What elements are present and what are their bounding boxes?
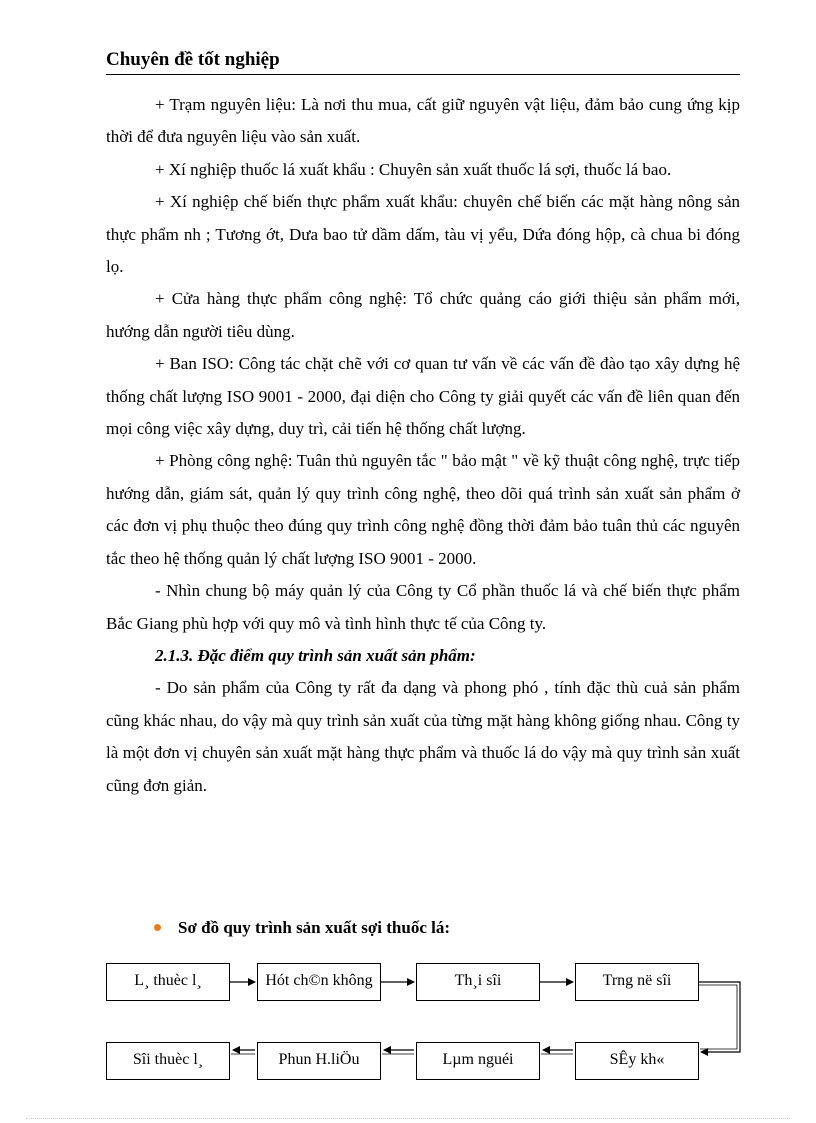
diagram-caption: Sơ đồ quy trình sản xuất sợi thuốc lá: <box>178 918 451 937</box>
section-heading: 2.1.3. Đặc điểm quy trình sản xuất sản phẩm: <box>155 645 476 665</box>
paragraph-iso-board: + Ban ISO: Công tác chặt chẽ với cơ quan tư vấn về các vấn đề đào tạo xây dựng hệ thống chất lượng ISO 9001 - 2000, đại diện cho Công ty giải quyết các vấn đề liên quan đến mọi công việc xây dựng, duy trì, cải tiến hệ thống chất lượng. <box>106 354 740 439</box>
flow-box-6: Lµm nguéi <box>416 1042 540 1080</box>
paragraph-technology-department: + Phòng công nghệ: Tuân thủ nguyên tắc " bảo mật " về kỹ thuật công nghệ, trực tiếp hướng dẫn, giám sát, quản lý quy trình công nghệ, theo dõi quá trình sản xuất sản phẩm ở các đơn vị phụ thuộc theo đúng quy trình công nghệ đồng thời đảm bảo tuân thủ các nguyên tắc theo hệ thống quản lý chất lượng ISO 9001 - 2000. <box>106 451 740 568</box>
page-bottom-border <box>26 1118 790 1119</box>
flow-box-8: Sîi thuèc l¸ <box>106 1042 230 1080</box>
flow-box-3: Th¸i sîi <box>416 963 540 1001</box>
flow-box-1: L¸ thuèc l¸ <box>106 963 230 1001</box>
connector-row1-row2 <box>699 982 740 1052</box>
paragraph-food-processing-enterprise: + Xí nghiệp chế biến thực phẩm xuất khẩu: chuyên chế biến các mặt hàng nông sản thực phẩm nh ; Tương ớt, Dưa bao tử dầm dấm, tàu vị yểu, Dứa đóng hộp, cà chua bi đóng lọ. <box>106 192 740 277</box>
paragraph-technology-food-store: + Cửa hàng thực phẩm công nghệ: Tổ chức quảng cáo giới thiệu sản phẩm mới, hướng dẫn người tiêu dùng. <box>106 289 740 341</box>
flow-box-5: SÊy kh« <box>575 1042 699 1080</box>
paragraph-raw-material-station: + Trạm nguyên liệu: Là nơi thu mua, cất giữ nguyên vật liệu, đảm bảo cung ứng kịp thời để đưa nguyên liệu vào sản xuất. <box>106 95 740 147</box>
paragraph-tobacco-export-enterprise: + Xí nghiệp thuốc lá xuất khẩu : Chuyên sản xuất thuốc lá sợi, thuốc lá bao. <box>155 159 672 179</box>
connector-row1-row2-outline <box>699 985 737 1049</box>
page-header-title: Chuyên đề tốt nghiệp <box>106 49 280 70</box>
flow-box-7: Phun H.liÖu <box>257 1042 381 1080</box>
paragraph-production-process: - Do sản phẩm của Công ty rất đa dạng và phong phó , tính đặc thù cuả sản phẩm cũng khác nhau, do vậy mà quy trình sản xuất của từng mặt hàng không giống nhau. Công ty là một đơn vị chuyên sản xuất mặt hàng thực phẩm và thuốc lá do vậy mà quy trình sản xuất cũng đơn giản. <box>106 678 740 795</box>
flow-box-2: Hót ch©n không <box>257 963 381 1001</box>
paragraph-management-summary: - Nhìn chung bộ máy quản lý của Công ty Cổ phần thuốc lá và chế biến thực phẩm Bắc Giang phù hợp với quy mô và tình hình thực tế của Công ty. <box>106 581 740 633</box>
flow-box-4: Trng në sîi <box>575 963 699 1001</box>
